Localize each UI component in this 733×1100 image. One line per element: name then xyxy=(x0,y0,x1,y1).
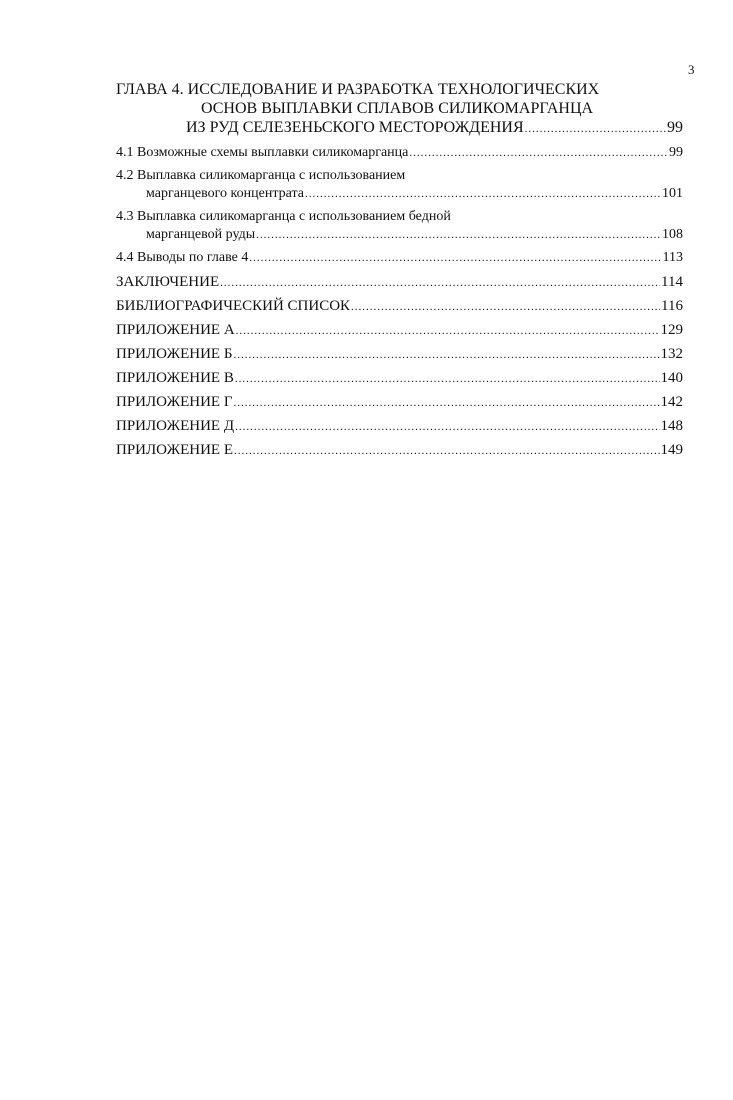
toc-entry-appendix-b xyxy=(116,345,683,365)
section-page: 101 xyxy=(662,186,683,201)
toc-entry-appendix-d xyxy=(116,417,683,437)
toc-section-4-2 xyxy=(116,167,683,203)
toc-section-4-4 xyxy=(116,249,683,267)
entry-page: 116 xyxy=(661,298,683,314)
leader-dots xyxy=(236,322,660,341)
toc-row xyxy=(116,249,683,267)
toc-entry-appendix-g xyxy=(116,393,683,413)
entry-page: 140 xyxy=(660,370,683,386)
leader-dots xyxy=(305,185,661,203)
entry-page: 142 xyxy=(660,394,683,410)
entry-title: ПРИЛОЖЕНИЕ Е xyxy=(116,442,233,458)
toc-row xyxy=(116,185,683,203)
table-of-contents xyxy=(116,80,683,461)
chapter-page: 99 xyxy=(667,119,683,136)
section-title-line-2: марганцевого концентрата xyxy=(146,186,304,201)
toc-section-4-1 xyxy=(116,144,683,162)
section-page: 99 xyxy=(669,145,683,160)
chapter-title-line-3-row xyxy=(116,118,683,139)
toc-entry-bibliography xyxy=(116,297,683,317)
entry-page: 114 xyxy=(661,274,683,290)
toc-section-4-3 xyxy=(116,208,683,244)
toc-row xyxy=(116,144,683,162)
entry-title: ПРИЛОЖЕНИЕ Д xyxy=(116,418,235,434)
toc-entry-appendix-a xyxy=(116,321,683,341)
chapter-title-line-3: ИЗ РУД СЕЛЕЗЕНЬСКОГО МЕСТОРОЖДЕНИЯ xyxy=(186,119,524,136)
leader-dots xyxy=(409,144,668,162)
entry-title: ПРИЛОЖЕНИЕ А xyxy=(116,322,235,338)
toc-chapter-4 xyxy=(116,80,683,139)
leader-dots xyxy=(525,120,666,139)
section-title-line-1: 4.2 Выплавка силикомарганца с использованием xyxy=(116,168,406,183)
entry-page: 132 xyxy=(660,346,683,362)
toc-row xyxy=(116,226,683,244)
toc-entry-appendix-v xyxy=(116,369,683,389)
entry-page: 148 xyxy=(660,418,683,434)
leader-dots xyxy=(220,274,660,293)
leader-dots xyxy=(233,346,659,365)
page-number: 3 xyxy=(688,62,695,77)
section-title: 4.1 Возможные схемы выплавки силикомарганца xyxy=(116,145,409,160)
section-title: 4.4 Выводы по главе 4 xyxy=(116,250,249,265)
section-title-line-1: 4.3 Выплавка силикомарганца с использованием бедной xyxy=(116,209,451,224)
entry-title: БИБЛИОГРАФИЧЕСКИЙ СПИСОК xyxy=(116,298,351,314)
entry-title: ЗАКЛЮЧЕНИЕ xyxy=(116,274,220,290)
leader-dots xyxy=(249,249,661,267)
entry-page: 129 xyxy=(660,322,683,338)
section-page: 113 xyxy=(662,250,683,265)
leader-dots xyxy=(235,418,659,437)
leader-dots xyxy=(256,226,661,244)
leader-dots xyxy=(235,370,660,389)
section-title-line-2: марганцевой руды xyxy=(146,227,256,242)
toc-entry-conclusion xyxy=(116,273,683,293)
chapter-title-line-1: ГЛАВА 4. ИССЛЕДОВАНИЕ И РАЗРАБОТКА ТЕХНОЛОГИЧЕСКИХ xyxy=(116,81,600,98)
entry-title: ПРИЛОЖЕНИЕ В xyxy=(116,370,234,386)
toc-entry-appendix-e xyxy=(116,441,683,461)
chapter-title-line-2: ОСНОВ ВЫПЛАВКИ СПЛАВОВ СИЛИКОМАРГАНЦА xyxy=(201,100,594,117)
entry-title: ПРИЛОЖЕНИЕ Б xyxy=(116,346,233,362)
entry-page: 149 xyxy=(660,442,683,458)
entry-title: ПРИЛОЖЕНИЕ Г xyxy=(116,394,233,410)
leader-dots xyxy=(234,442,660,461)
leader-dots xyxy=(234,394,660,413)
leader-dots xyxy=(351,298,660,317)
section-page: 108 xyxy=(662,227,683,242)
